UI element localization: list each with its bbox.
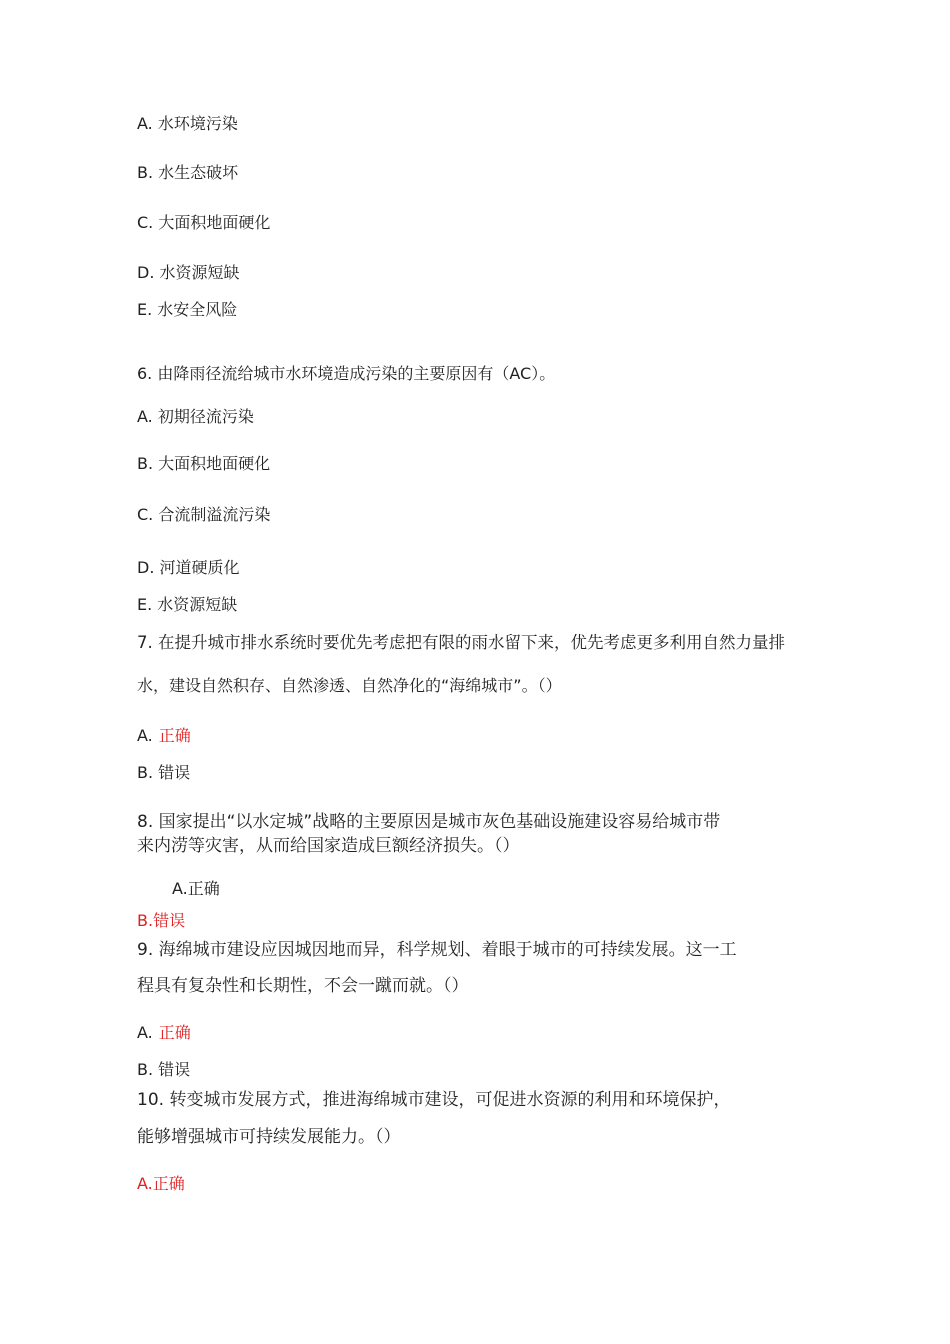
question-6-text: 6. 由降雨径流给城市水环境造成污染的主要原因有（AC）。 bbox=[137, 364, 556, 383]
option-c: C. 大面积地面硬化 bbox=[137, 213, 271, 232]
correct-answer: 正确 bbox=[158, 1023, 191, 1042]
option-a bbox=[137, 1023, 191, 1043]
option-a: A. 水环境污染 bbox=[137, 114, 238, 133]
option-c: C. 合流制溢流污染 bbox=[137, 505, 271, 524]
question-7-line-1: 7. 在提升城市排水系统时要优先考虑把有限的雨水留下来，优先考虑更多利用自然力量排 bbox=[137, 633, 785, 652]
question-8-line-2: 来内涝等灾害，从而给国家造成巨额经济损失。（） bbox=[137, 836, 520, 856]
option-a: A. 初期径流污染 bbox=[137, 407, 254, 426]
option-e: E. 水安全风险 bbox=[137, 300, 238, 319]
option-a-label: A. bbox=[137, 726, 153, 745]
question-9-line-2: 程具有复杂性和长期性，不会一蹴而就。（） bbox=[137, 976, 469, 996]
question-7-line-2: 水，建设自然积存、自然渗透、自然净化的“海绵城市”。（） bbox=[137, 676, 562, 695]
option-a-label: A. bbox=[137, 1023, 153, 1042]
correct-answer: 正确 bbox=[158, 726, 191, 745]
option-d: D. 河道硬质化 bbox=[137, 558, 240, 577]
option-e: E. 水资源短缺 bbox=[137, 595, 238, 614]
option-d: D. 水资源短缺 bbox=[137, 263, 240, 282]
question-8-line-1: 8. 国家提出“以水定城”战略的主要原因是城市灰色基础设施建设容易给城市带 bbox=[137, 812, 721, 832]
option-a: A.正确 bbox=[172, 879, 220, 898]
correct-answer: B.错误 bbox=[137, 911, 186, 930]
option-a bbox=[137, 726, 191, 746]
option-b: B. 水生态破坏 bbox=[137, 163, 239, 182]
correct-answer: A.正确 bbox=[137, 1174, 185, 1193]
question-9-line-1: 9. 海绵城市建设应因城因地而异，科学规划、着眼于城市的可持续发展。这一工 bbox=[137, 940, 737, 960]
option-b: B. 错误 bbox=[137, 1060, 191, 1079]
question-10-line-1: 10. 转变城市发展方式，推进海绵城市建设，可促进水资源的利用和环境保护， bbox=[137, 1090, 731, 1110]
option-b: B. 错误 bbox=[137, 763, 191, 782]
option-b: B. 大面积地面硬化 bbox=[137, 454, 271, 473]
question-10-line-2: 能够增强城市可持续发展能力。（） bbox=[137, 1127, 401, 1147]
